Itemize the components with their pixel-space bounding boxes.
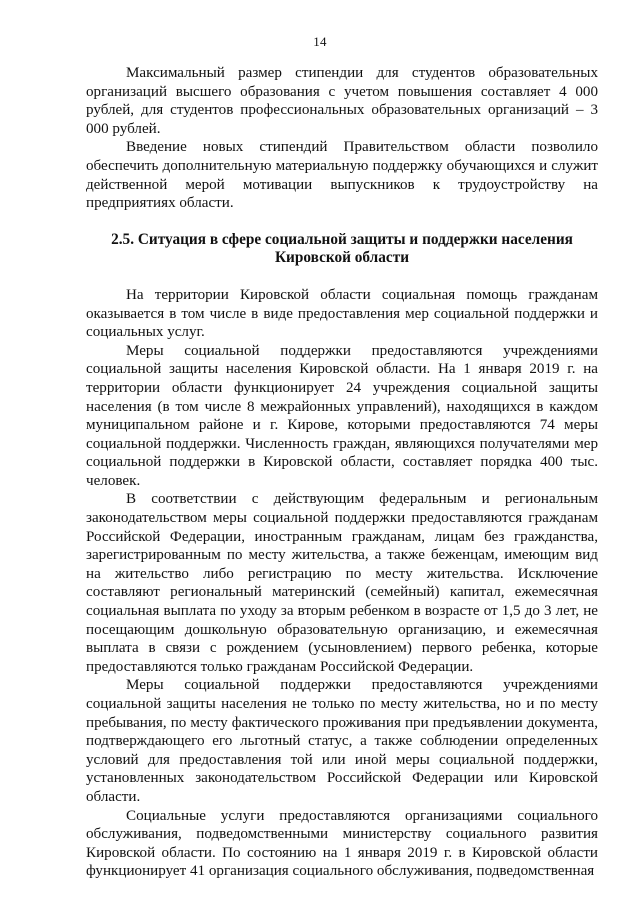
paragraph-stipend-size: Максимальный размер стипендии для студентов образовательных организаций высшего образования с учетом повышения составляет 4 000 рублей, для студентов профессиональных образовательных организаций – 3 000 рублей.	[86, 65, 598, 137]
paragraph-support-institutions: Меры социальной поддержки предоставляются учреждениями социальной защиты населения Кировской области. На 1 января 2019 г. на территории области функционирует 24 учреждения социальной защиты населения (в том числе 8 межрайонных управлений), находящихся в каждом муниципальном районе и г. Кирове, которыми предоставляются 74 меры социальной поддержки. Численность граждан, являющихся получателями мер социальной поддержки в Кировской области, составляет порядка 400 тыс. человек.	[86, 342, 598, 489]
paragraph-new-stipends: Введение новых стипендий Правительством области позволило обеспечить дополнительную материальную поддержку обучающихся и служит действенной мерой мотивации выпускников к трудоустройству на предприятиях области.	[86, 139, 598, 212]
page-body	[86, 64, 598, 881]
paragraph-social-help: На территории Кировской области социальная помощь гражданам оказывается в том числе в виде предоставления мер социальной поддержки и социальных услуг.	[86, 286, 598, 341]
page-number: 14	[313, 34, 327, 49]
paragraph-social-services: Социальные услуги предоставляются организациями социального обслуживания, подведомственными министерству социального развития Кировской области. По состоянию на 1 января 2019 г. в Кировской области функционирует 41 организация социального обслуживания, подведомственная	[86, 807, 598, 880]
paragraph-eligibility: В соответствии с действующим федеральным и региональным законодательством меры социальной поддержки предоставляются гражданам Российской Федерации, иностранным гражданам, лицам без гражданства, зарегистрированным по месту жительства, а также беженцам, имеющим вид на жительство либо регистрацию по месту жительства. Исключение составляют региональный материнский (семейный) капитал, ежемесячная социальная выплата по уходу за вторым ребенком в возрасте от 1,5 до 3 лет, не посещающим дошкольную образовательную организацию, и ежемесячная выплата в связи с рождением (усыновлением) первого ребенка, которые предоставляются только гражданам Российской Федерации.	[86, 491, 598, 675]
section-heading-line-1: 2.5. Ситуация в сфере социальной защиты и поддержки населения	[111, 230, 573, 248]
section-heading	[86, 231, 598, 268]
paragraph-place-of-residence: Меры социальной поддержки предоставляются учреждениями социальной защиты населения не только по месту жительства, но и по месту пребывания, по месту фактического проживания при предъявлении документа, подтверждающего его льготный статус, а также соблюдении определенных условий для предоставления той или иной меры социальной поддержки, установленных законодательством Российской Федерации или Кировской области.	[86, 677, 598, 805]
section-heading-line-2: Кировской области	[274, 249, 410, 267]
